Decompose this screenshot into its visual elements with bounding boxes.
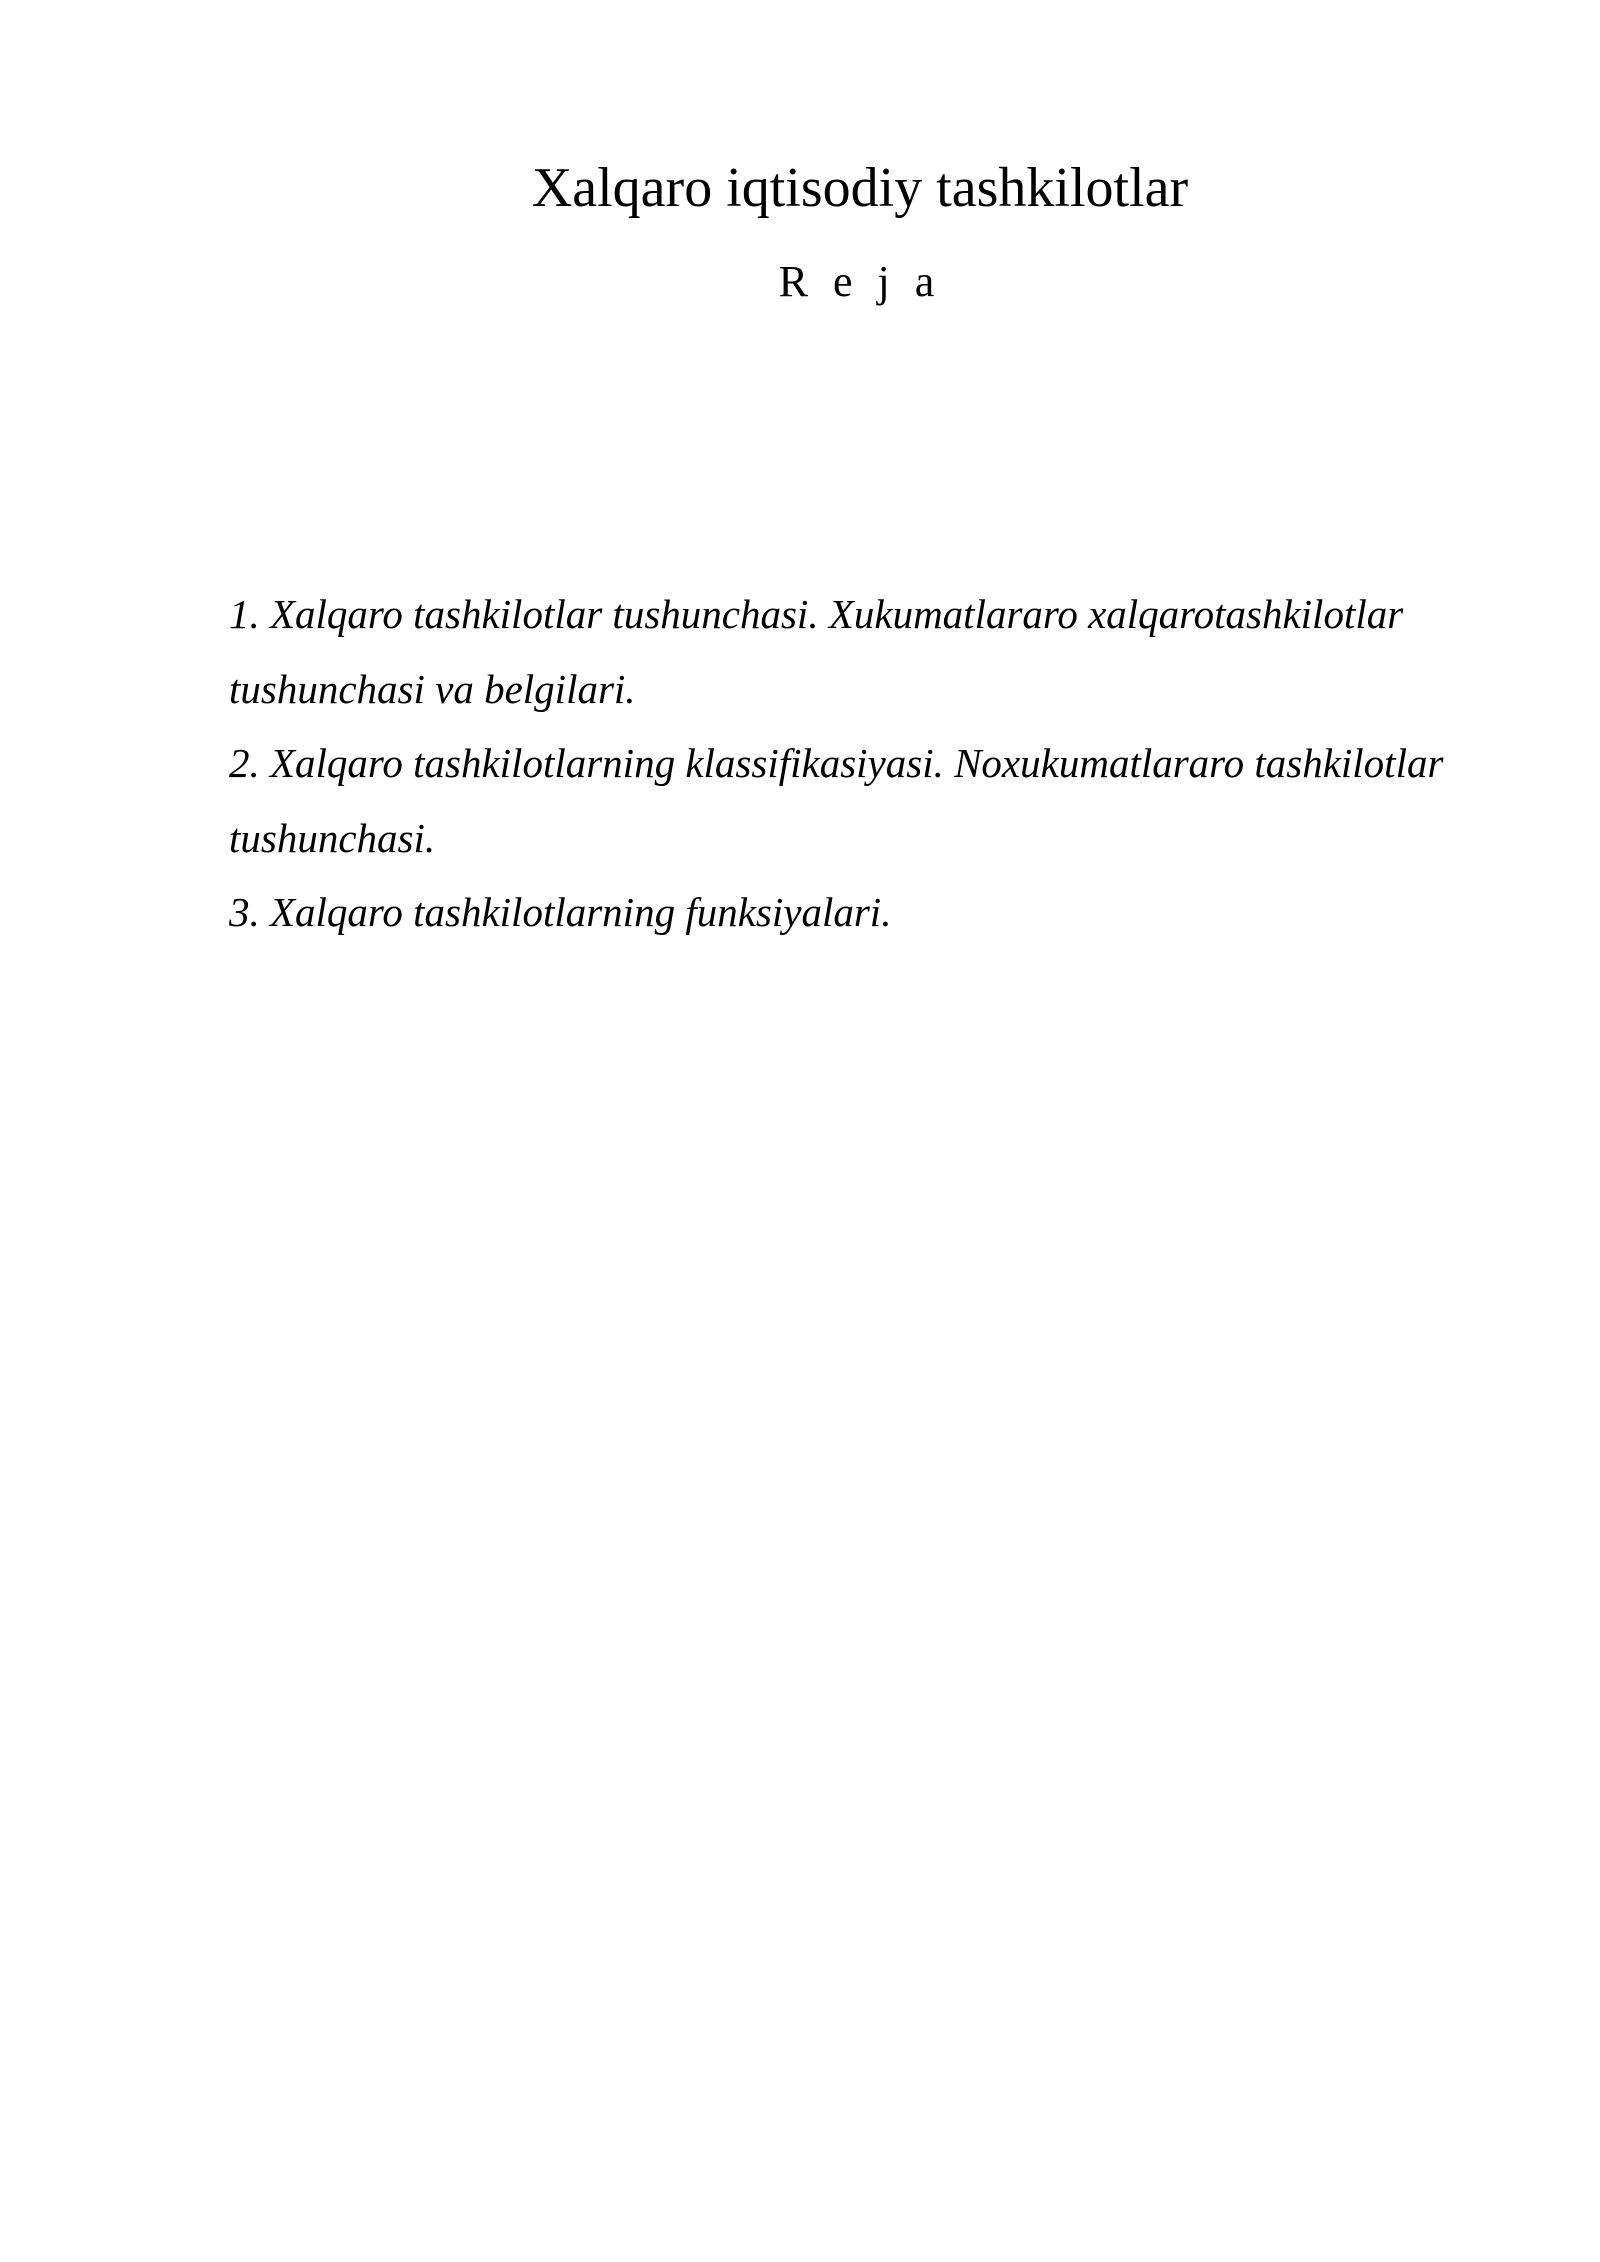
plan-heading: R e j a	[778, 257, 942, 306]
plan-item: 3. Xalqaro tashkilotlarning funksiyalari.	[229, 889, 892, 935]
document-title: Xalqaro iqtisodiy tashkilotlar	[531, 157, 1189, 219]
plan-item: 1. Xalqaro tashkilotlar tushunchasi. Xukumatlararo xalqarotashkilotlar tushunchasi va belgilari.	[229, 591, 1404, 712]
plan-list	[229, 577, 1519, 950]
plan-item: 2. Xalqaro tashkilotlarning klassifikasiyasi. Noxukumatlararo tashkilotlar tushunchasi.	[229, 740, 1444, 861]
